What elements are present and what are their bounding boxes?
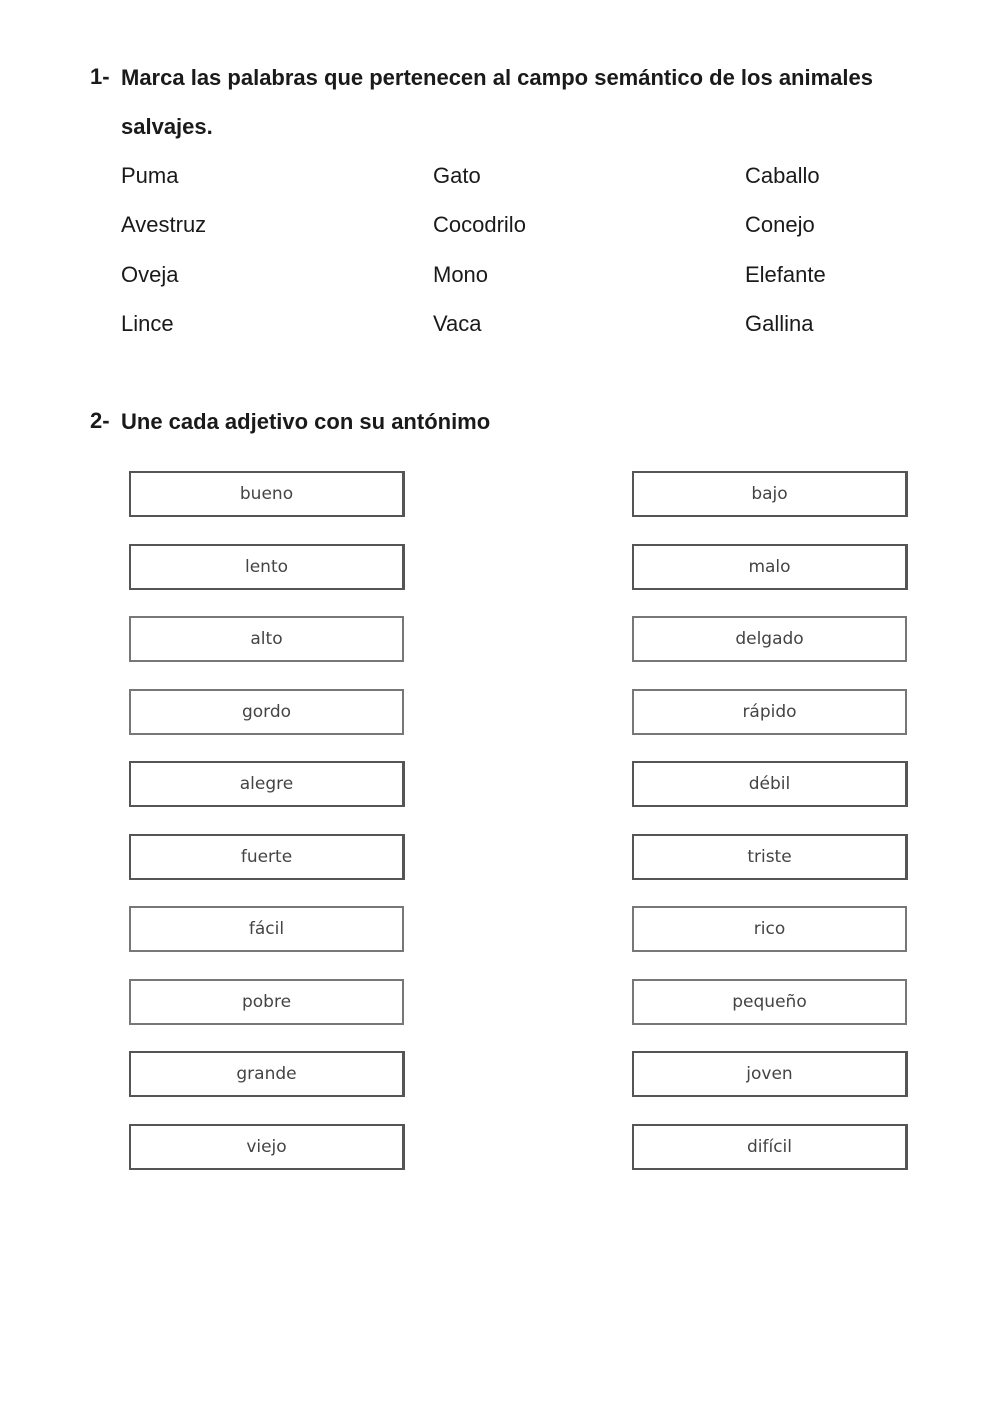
word-item[interactable]: Gallina bbox=[745, 310, 814, 336]
word-item[interactable]: Oveja bbox=[121, 261, 179, 287]
word-item[interactable]: Puma bbox=[121, 163, 179, 188]
word-item[interactable]: Elefante bbox=[745, 261, 826, 287]
antonym-box[interactable]: pequeño bbox=[632, 979, 907, 1025]
question-2-text: Une cada adjetivo con su antónimo bbox=[121, 409, 491, 434]
adjective-box[interactable]: fácil bbox=[129, 906, 404, 952]
word-item[interactable]: Conejo bbox=[745, 212, 815, 238]
question-2-number: 2- bbox=[90, 408, 110, 433]
antonym-box[interactable]: rápido bbox=[632, 689, 907, 735]
adjective-column bbox=[129, 471, 405, 1196]
adjective-box[interactable]: gordo bbox=[129, 689, 404, 735]
antonym-box[interactable]: rico bbox=[632, 906, 907, 952]
word-item[interactable]: Gato bbox=[433, 163, 481, 188]
word-grid bbox=[121, 151, 941, 348]
antonym-box[interactable]: delgado bbox=[632, 616, 907, 662]
antonym-box[interactable]: joven bbox=[632, 1051, 908, 1097]
adjective-box[interactable]: alegre bbox=[129, 761, 405, 807]
antonym-box[interactable]: débil bbox=[632, 761, 908, 807]
adjective-box[interactable]: lento bbox=[129, 544, 405, 590]
word-item[interactable]: Avestruz bbox=[121, 212, 207, 238]
adjective-box[interactable]: pobre bbox=[129, 979, 404, 1025]
question-1-number: 1- bbox=[90, 64, 110, 89]
antonym-box[interactable]: difícil bbox=[632, 1124, 908, 1170]
word-item[interactable]: Cocodrilo bbox=[433, 212, 526, 238]
antonym-box[interactable]: triste bbox=[632, 834, 908, 880]
question-1-text: Marca las palabras que pertenecen al campo semántico de los animales salvajes. bbox=[121, 65, 873, 139]
antonym-box[interactable]: malo bbox=[632, 544, 908, 590]
word-item[interactable]: Vaca bbox=[433, 310, 482, 336]
antonym-box[interactable]: bajo bbox=[632, 471, 908, 517]
word-item[interactable]: Caballo bbox=[745, 163, 820, 188]
adjective-box[interactable]: alto bbox=[129, 616, 404, 662]
word-item[interactable]: Mono bbox=[433, 261, 489, 287]
adjective-box[interactable]: grande bbox=[129, 1051, 405, 1097]
word-item[interactable]: Lince bbox=[121, 310, 174, 336]
adjective-box[interactable]: viejo bbox=[129, 1124, 405, 1170]
adjective-box[interactable]: fuerte bbox=[129, 834, 405, 880]
antonym-column bbox=[632, 471, 908, 1196]
adjective-box[interactable]: bueno bbox=[129, 471, 405, 517]
